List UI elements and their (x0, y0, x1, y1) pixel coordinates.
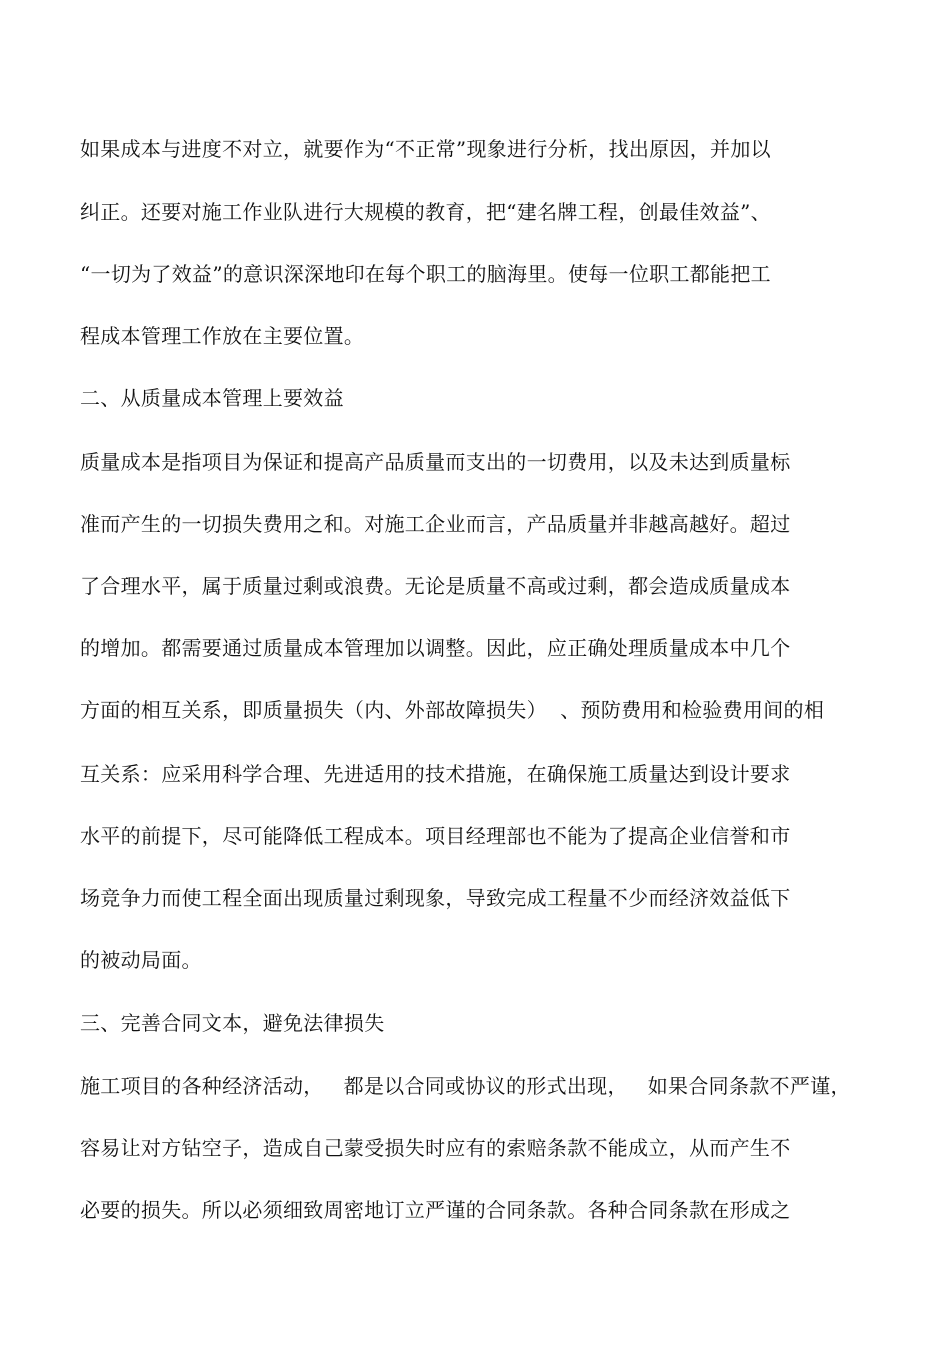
paragraph-line: 施工项目的各种经济活动， 都是以合同或协议的形式出现， 如果合同条款不严谨， (80, 1074, 851, 1098)
paragraph-line: 方面的相互关系，即质量损失（内、外部故障损失） 、预防费用和检验费用间的相 (80, 698, 825, 722)
paragraph-line: 水平的前提下，尽可能降低工程成本。项目经理部也不能为了提高企业信誉和市 (80, 824, 791, 848)
section-heading: 二、从质量成本管理上要效益 (80, 386, 344, 410)
section-heading: 三、完善合同文本，避免法律损失 (80, 1011, 385, 1035)
paragraph-line: 必要的损失。所以必须细致周密地订立严谨的合同条款。各种合同条款在形成之 (80, 1198, 791, 1222)
paragraph-line: 的增加。都需要通过质量成本管理加以调整。因此，应正确处理质量成本中几个 (80, 636, 791, 660)
paragraph-line: 准而产生的一切损失费用之和。对施工企业而言，产品质量并非越高越好。超过 (80, 512, 791, 536)
paragraph-line: 如果成本与进度不对立，就要作为“不正常”现象进行分析，找出原因，并加以 (80, 137, 771, 161)
paragraph-line: 了合理水平，属于质量过剩或浪费。无论是质量不高或过剩，都会造成质量成本 (80, 574, 791, 598)
paragraph-line: 质量成本是指项目为保证和提高产品质量而支出的一切费用，以及未达到质量标 (80, 450, 791, 474)
paragraph-line: 互关系：应采用科学合理、先进适用的技术措施，在确保施工质量达到设计要求 (80, 762, 791, 786)
paragraph-line: 程成本管理工作放在主要位置。 (80, 324, 365, 348)
paragraph-line: 容易让对方钻空子，造成自己蒙受损失时应有的索赔条款不能成立，从而产生不 (80, 1136, 791, 1160)
paragraph-line: 场竞争力而使工程全面出现质量过剩现象，导致完成工程量不少而经济效益低下 (80, 886, 791, 910)
paragraph-line: “一切为了效益”的意识深深地印在每个职工的脑海里。使每一位职工都能把工 (80, 262, 771, 286)
paragraph-line: 纠正。还要对施工作业队进行大规模的教育，把“建名牌工程，创最佳效益”、 (80, 200, 771, 224)
paragraph-line: 的被动局面。 (80, 948, 202, 972)
